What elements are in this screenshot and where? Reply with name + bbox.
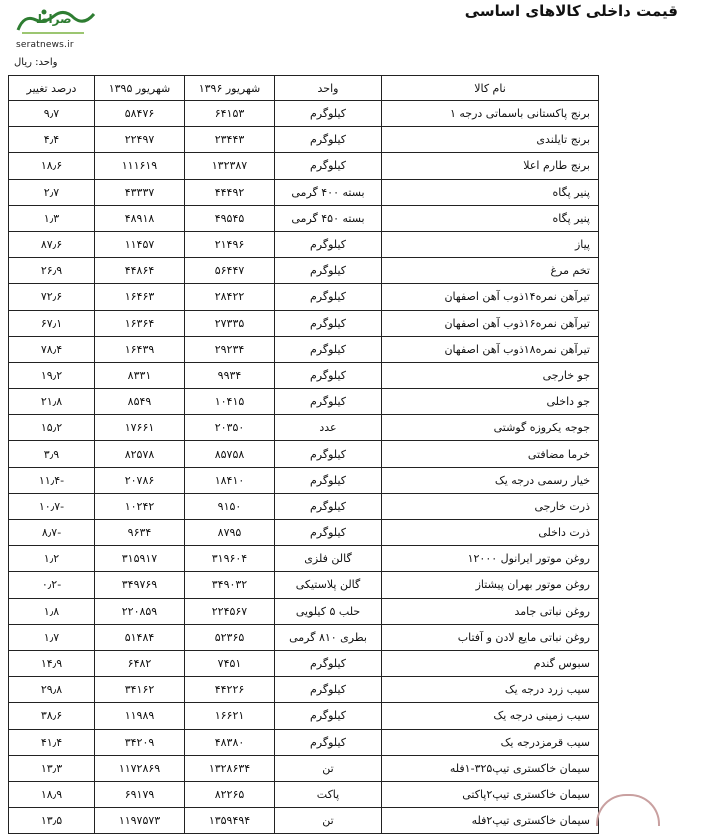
header-change: درصد تغییر	[9, 76, 95, 101]
cell-price-1396: ۸۷۹۵	[185, 520, 275, 546]
cell-name: تیرآهن نمره۱۶ذوب آهن اصفهان	[382, 310, 599, 336]
cell-unit: کیلوگرم	[275, 650, 382, 676]
cell-price-1395: ۶۹۱۷۹	[95, 781, 185, 807]
cell-price-1395: ۴۸۹۱۸	[95, 205, 185, 231]
cell-price-1396: ۲۸۴۲۲	[185, 284, 275, 310]
cell-price-1395: ۲۲۴۹۷	[95, 127, 185, 153]
cell-price-1396: ۸۲۲۶۵	[185, 781, 275, 807]
cell-change: -۰٫۲	[9, 572, 95, 598]
cell-price-1396: ۱۳۵۹۴۹۴	[185, 808, 275, 834]
cell-change: ۱۳٫۵	[9, 808, 95, 834]
cell-price-1396: ۱۶۶۲۱	[185, 703, 275, 729]
cell-price-1396: ۲۱۴۹۶	[185, 231, 275, 257]
logo	[14, 6, 104, 50]
cell-unit: عدد	[275, 415, 382, 441]
cell-price-1396: ۲۳۴۴۳	[185, 127, 275, 153]
table-row	[9, 101, 599, 127]
cell-name: تیرآهن نمره۱۸ذوب آهن اصفهان	[382, 336, 599, 362]
cell-name: جو داخلی	[382, 389, 599, 415]
table-row	[9, 729, 599, 755]
cell-price-1395: ۳۱۵۹۱۷	[95, 546, 185, 572]
table-row	[9, 808, 599, 834]
table-row	[9, 258, 599, 284]
cell-name: ذرت خارجی	[382, 493, 599, 519]
table-row	[9, 520, 599, 546]
cell-unit: پاکت	[275, 781, 382, 807]
cell-unit: کیلوگرم	[275, 441, 382, 467]
cell-price-1396: ۶۴۱۵۳	[185, 101, 275, 127]
table-row	[9, 310, 599, 336]
cell-price-1395: ۳۴۱۶۲	[95, 677, 185, 703]
cell-price-1395: ۲۰۷۸۶	[95, 467, 185, 493]
table-row	[9, 572, 599, 598]
cell-unit: کیلوگرم	[275, 231, 382, 257]
stamp-decoration	[596, 794, 660, 826]
table-row	[9, 467, 599, 493]
cell-unit: کیلوگرم	[275, 284, 382, 310]
cell-change: ۲۶٫۹	[9, 258, 95, 284]
table-header-row	[9, 76, 599, 101]
cell-name: سیمان خاکستری تیپ۳۲۵-۱فله	[382, 755, 599, 781]
cell-price-1396: ۲۰۳۵۰	[185, 415, 275, 441]
cell-unit: بطری ۸۱۰ گرمی	[275, 624, 382, 650]
cell-price-1396: ۲۷۳۳۵	[185, 310, 275, 336]
cell-name: روغن موتور بهران پیشتاز	[382, 572, 599, 598]
table-row	[9, 703, 599, 729]
cell-change: ۱۸٫۶	[9, 153, 95, 179]
cell-unit: کیلوگرم	[275, 389, 382, 415]
table-row	[9, 284, 599, 310]
cell-name: روغن موتور ایرانول ۱۲۰۰۰	[382, 546, 599, 572]
cell-change: ۳۸٫۶	[9, 703, 95, 729]
cell-change: ۴۱٫۴	[9, 729, 95, 755]
cell-name: روغن نباتی مایع لادن و آفتاب	[382, 624, 599, 650]
cell-unit: گالن فلزی	[275, 546, 382, 572]
logo-brand: صراط	[36, 12, 72, 26]
cell-unit: کیلوگرم	[275, 520, 382, 546]
cell-change: ۱۹٫۲	[9, 362, 95, 388]
cell-change: ۶۷٫۱	[9, 310, 95, 336]
cell-name: جو خارجی	[382, 362, 599, 388]
cell-price-1396: ۹۹۳۴	[185, 362, 275, 388]
cell-price-1395: ۱۶۴۳۹	[95, 336, 185, 362]
cell-price-1396: ۱۳۲۸۶۳۴	[185, 755, 275, 781]
table-row	[9, 598, 599, 624]
table-row	[9, 493, 599, 519]
cell-price-1396: ۴۹۵۴۵	[185, 205, 275, 231]
cell-price-1396: ۳۱۹۶۰۴	[185, 546, 275, 572]
cell-price-1396: ۲۲۴۵۶۷	[185, 598, 275, 624]
cell-price-1395: ۱۰۲۴۲	[95, 493, 185, 519]
cell-change: ۱٫۲	[9, 546, 95, 572]
cell-price-1396: ۱۳۲۳۸۷	[185, 153, 275, 179]
cell-name: سیمان خاکستری تیپ۲پاکتی	[382, 781, 599, 807]
table-row	[9, 624, 599, 650]
table-row	[9, 415, 599, 441]
cell-price-1395: ۱۱۷۲۸۶۹	[95, 755, 185, 781]
price-table	[8, 75, 599, 834]
cell-price-1395: ۱۶۴۶۳	[95, 284, 185, 310]
cell-price-1395: ۵۱۴۸۴	[95, 624, 185, 650]
cell-price-1396: ۹۱۵۰	[185, 493, 275, 519]
cell-price-1396: ۴۴۴۹۲	[185, 179, 275, 205]
cell-price-1395: ۶۴۸۲	[95, 650, 185, 676]
cell-change: ۲۹٫۸	[9, 677, 95, 703]
cell-price-1395: ۱۱۱۶۱۹	[95, 153, 185, 179]
cell-unit: بسته ۴۵۰ گرمی	[275, 205, 382, 231]
header-name: نام کالا	[382, 76, 599, 101]
cell-change: ۱۴٫۹	[9, 650, 95, 676]
cell-change: ۱٫۷	[9, 624, 95, 650]
cell-name: برنج تایلندی	[382, 127, 599, 153]
table-row	[9, 336, 599, 362]
cell-unit: کیلوگرم	[275, 677, 382, 703]
cell-price-1395: ۸۵۴۹	[95, 389, 185, 415]
cell-price-1396: ۵۶۴۴۷	[185, 258, 275, 284]
cell-price-1396: ۲۹۲۳۴	[185, 336, 275, 362]
cell-name: ذرت داخلی	[382, 520, 599, 546]
cell-unit: کیلوگرم	[275, 493, 382, 519]
cell-name: سبوس گندم	[382, 650, 599, 676]
cell-change: ۳٫۹	[9, 441, 95, 467]
cell-change: ۸۷٫۶	[9, 231, 95, 257]
cell-change: ۷۲٫۶	[9, 284, 95, 310]
cell-price-1395: ۱۷۶۶۱	[95, 415, 185, 441]
cell-name: سیمان خاکستری تیپ۲فله	[382, 808, 599, 834]
cell-price-1396: ۴۴۲۲۶	[185, 677, 275, 703]
table-row	[9, 127, 599, 153]
table-row	[9, 153, 599, 179]
cell-price-1395: ۸۲۵۷۸	[95, 441, 185, 467]
cell-price-1396: ۸۵۷۵۸	[185, 441, 275, 467]
cell-unit: کیلوگرم	[275, 127, 382, 153]
cell-price-1395: ۳۴۹۷۶۹	[95, 572, 185, 598]
cell-price-1395: ۳۴۲۰۹	[95, 729, 185, 755]
unit-note: واحد: ریال	[14, 57, 58, 68]
table-row	[9, 755, 599, 781]
cell-unit: کیلوگرم	[275, 703, 382, 729]
cell-change: ۷۸٫۴	[9, 336, 95, 362]
table-row	[9, 362, 599, 388]
cell-price-1395: ۴۳۳۳۷	[95, 179, 185, 205]
table-row	[9, 650, 599, 676]
cell-change: ۱٫۳	[9, 205, 95, 231]
cell-change: ۴٫۴	[9, 127, 95, 153]
cell-change: ۱٫۸	[9, 598, 95, 624]
cell-unit: کیلوگرم	[275, 467, 382, 493]
table-row	[9, 441, 599, 467]
cell-price-1395: ۱۱۹۷۵۷۳	[95, 808, 185, 834]
cell-price-1395: ۹۶۳۴	[95, 520, 185, 546]
cell-price-1395: ۵۸۴۷۶	[95, 101, 185, 127]
cell-unit: کیلوگرم	[275, 101, 382, 127]
page-title: قیمت داخلی کالاهای اساسی	[464, 2, 678, 20]
cell-change: ۲۱٫۸	[9, 389, 95, 415]
cell-price-1396: ۳۴۹۰۳۲	[185, 572, 275, 598]
table-row	[9, 231, 599, 257]
header-price-1396: شهریور ۱۳۹۶	[185, 76, 275, 101]
table-row	[9, 205, 599, 231]
cell-price-1395: ۴۴۸۶۴	[95, 258, 185, 284]
cell-unit: گالن پلاستیکی	[275, 572, 382, 598]
cell-change: ۹٫۷	[9, 101, 95, 127]
cell-name: سیب قرمزدرجه یک	[382, 729, 599, 755]
table-row	[9, 546, 599, 572]
cell-price-1395: ۸۳۳۱	[95, 362, 185, 388]
cell-price-1395: ۱۱۴۵۷	[95, 231, 185, 257]
cell-price-1396: ۵۲۳۶۵	[185, 624, 275, 650]
cell-unit: کیلوگرم	[275, 153, 382, 179]
logo-url: seratnews.ir	[16, 40, 74, 50]
cell-unit: کیلوگرم	[275, 729, 382, 755]
cell-name: روغن نباتی جامد	[382, 598, 599, 624]
cell-change: -۸٫۷	[9, 520, 95, 546]
cell-unit: کیلوگرم	[275, 310, 382, 336]
header-unit: واحد	[275, 76, 382, 101]
cell-price-1396: ۴۸۳۸۰	[185, 729, 275, 755]
cell-unit: بسته ۴۰۰ گرمی	[275, 179, 382, 205]
cell-name: سیب زمینی درجه یک	[382, 703, 599, 729]
cell-price-1396: ۱۰۴۱۵	[185, 389, 275, 415]
cell-price-1396: ۱۸۴۱۰	[185, 467, 275, 493]
cell-unit: کیلوگرم	[275, 362, 382, 388]
cell-name: جوجه یکروزه گوشتی	[382, 415, 599, 441]
cell-name: پیاز	[382, 231, 599, 257]
cell-price-1395: ۱۶۳۶۴	[95, 310, 185, 336]
cell-change: -۱۰٫۷	[9, 493, 95, 519]
cell-change: ۱۳٫۳	[9, 755, 95, 781]
table-row	[9, 677, 599, 703]
cell-name: پنیر پگاه	[382, 179, 599, 205]
cell-change: ۱۵٫۲	[9, 415, 95, 441]
cell-name: خرما مضافتی	[382, 441, 599, 467]
header-price-1395: شهریور ۱۳۹۵	[95, 76, 185, 101]
cell-change: -۱۱٫۴	[9, 467, 95, 493]
cell-name: تخم مرغ	[382, 258, 599, 284]
cell-name: برنج پاکستانی باسماتی درجه ۱	[382, 101, 599, 127]
cell-unit: تن	[275, 808, 382, 834]
cell-change: ۲٫۷	[9, 179, 95, 205]
cell-name: پنیر پگاه	[382, 205, 599, 231]
cell-change: ۱۸٫۹	[9, 781, 95, 807]
cell-name: تیرآهن نمره۱۴ذوب آهن اصفهان	[382, 284, 599, 310]
table-row	[9, 179, 599, 205]
table-row	[9, 781, 599, 807]
cell-unit: حلب ۵ کیلویی	[275, 598, 382, 624]
cell-name: برنج طارم اعلا	[382, 153, 599, 179]
cell-unit: کیلوگرم	[275, 336, 382, 362]
cell-name: سیب زرد درجه یک	[382, 677, 599, 703]
table-row	[9, 389, 599, 415]
cell-unit: کیلوگرم	[275, 258, 382, 284]
cell-name: خیار رسمی درجه یک	[382, 467, 599, 493]
cell-price-1395: ۲۲۰۸۵۹	[95, 598, 185, 624]
cell-price-1395: ۱۱۹۸۹	[95, 703, 185, 729]
cell-price-1396: ۷۴۵۱	[185, 650, 275, 676]
cell-unit: تن	[275, 755, 382, 781]
